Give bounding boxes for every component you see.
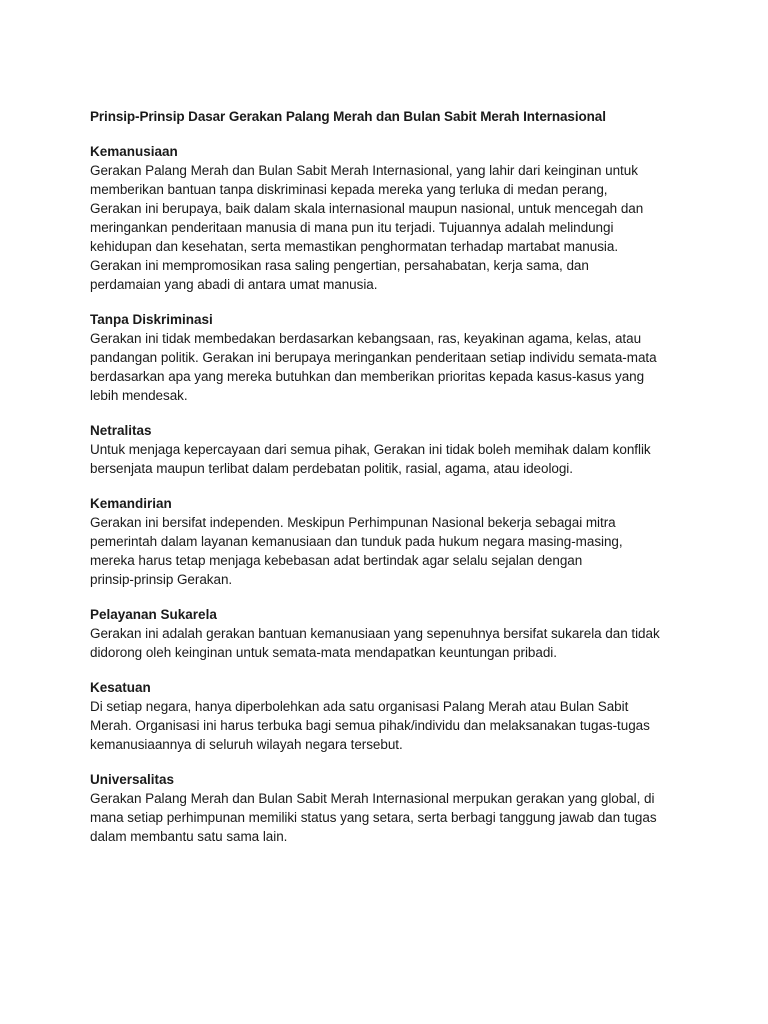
body-line: mereka harus tetap menjaga kebebasan adat bertindak agar selalu sejalan dengan [90,553,583,568]
section-body [90,789,690,846]
section-body [90,329,690,405]
body-line: Gerakan ini adalah gerakan bantuan kemanusiaan yang sepenuhnya bersifat sukarela dan tidak [90,626,660,641]
body-line: memberikan bantuan tanpa diskriminasi kepada mereka yang terluka di medan perang, [90,182,608,197]
body-line: kehidupan dan kesehatan, serta memastikan penghormatan terhadap martabat manusia. [90,239,619,254]
section-netralitas [90,422,690,478]
section-heading: Universalitas [90,772,175,787]
body-line: mana setiap perhimpunan memiliki status yang setara, serta berbagi tanggung jawab dan tugas [90,810,657,825]
section-heading: Pelayanan Sukarela [90,607,217,622]
body-line: Gerakan ini tidak membedakan berdasarkan kebangsaan, ras, keyakinan agama, kelas, atau [90,331,642,346]
section-body [90,697,690,754]
section-heading: Kemandirian [90,496,172,511]
section-kemandirian [90,495,690,589]
section-kesatuan [90,679,690,754]
body-line: Gerakan ini berupaya, baik dalam skala internasional maupun nasional, untuk mencegah dan [90,201,644,216]
document-title: Prinsip-Prinsip Dasar Gerakan Palang Merah dan Bulan Sabit Merah Internasional [90,109,606,124]
body-line: Merah. Organisasi ini harus terbuka bagi semua pihak/individu dan melaksanakan tugas-tugas [90,718,650,733]
body-line: meringankan penderitaan manusia di mana pun itu terjadi. Tujuannya adalah melindungi [90,220,614,235]
body-line: dalam membantu satu sama lain. [90,829,288,844]
section-pelayanan-sukarela [90,606,690,662]
body-line: Di setiap negara, hanya diperbolehkan ada satu organisasi Palang Merah atau Bulan Sabit [90,699,629,714]
body-line: bersenjata maupun terlibat dalam perdebatan politik, rasial, agama, atau ideologi. [90,461,573,476]
body-line: didorong oleh keinginan untuk semata-mata mendapatkan keuntungan pribadi. [90,645,557,660]
section-body [90,161,690,294]
section-universalitas [90,771,690,846]
body-line: prinsip-prinsip Gerakan. [90,572,233,587]
body-line: berdasarkan apa yang mereka butuhkan dan memberikan prioritas kepada kasus-kasus yang [90,369,645,384]
body-line: Untuk menjaga kepercayaan dari semua pihak, Gerakan ini tidak boleh memihak dalam konflik [90,442,651,457]
body-line: kemanusiaannya di seluruh wilayah negara tersebut. [90,737,403,752]
body-line: pandangan politik. Gerakan ini berupaya meringankan penderitaan setiap individu semata-mata [90,350,657,365]
section-kemanusiaan [90,143,690,294]
section-heading: Kemanusiaan [90,144,178,159]
body-line: pemerintah dalam layanan kemanusiaan dan tunduk pada hukum negara masing-masing, [90,534,623,549]
section-heading: Tanpa Diskriminasi [90,312,213,327]
body-line: Gerakan ini bersifat independen. Meskipun Perhimpunan Nasional bekerja sebagai mitra [90,515,616,530]
section-tanpa-diskriminasi [90,311,690,405]
section-body [90,440,690,478]
section-heading: Kesatuan [90,680,151,695]
body-line: Gerakan ini mempromosikan rasa saling pengertian, persahabatan, kerja sama, dan [90,258,589,273]
section-body [90,624,690,662]
section-body [90,513,690,589]
section-heading: Netralitas [90,423,152,438]
body-line: Gerakan Palang Merah dan Bulan Sabit Merah Internasional, yang lahir dari keinginan untuk [90,163,638,178]
body-line: perdamaian yang abadi di antara umat manusia. [90,277,378,292]
body-line: Gerakan Palang Merah dan Bulan Sabit Merah Internasional merpukan gerakan yang global, di [90,791,655,806]
body-line: lebih mendesak. [90,388,188,403]
document-page [90,108,690,863]
